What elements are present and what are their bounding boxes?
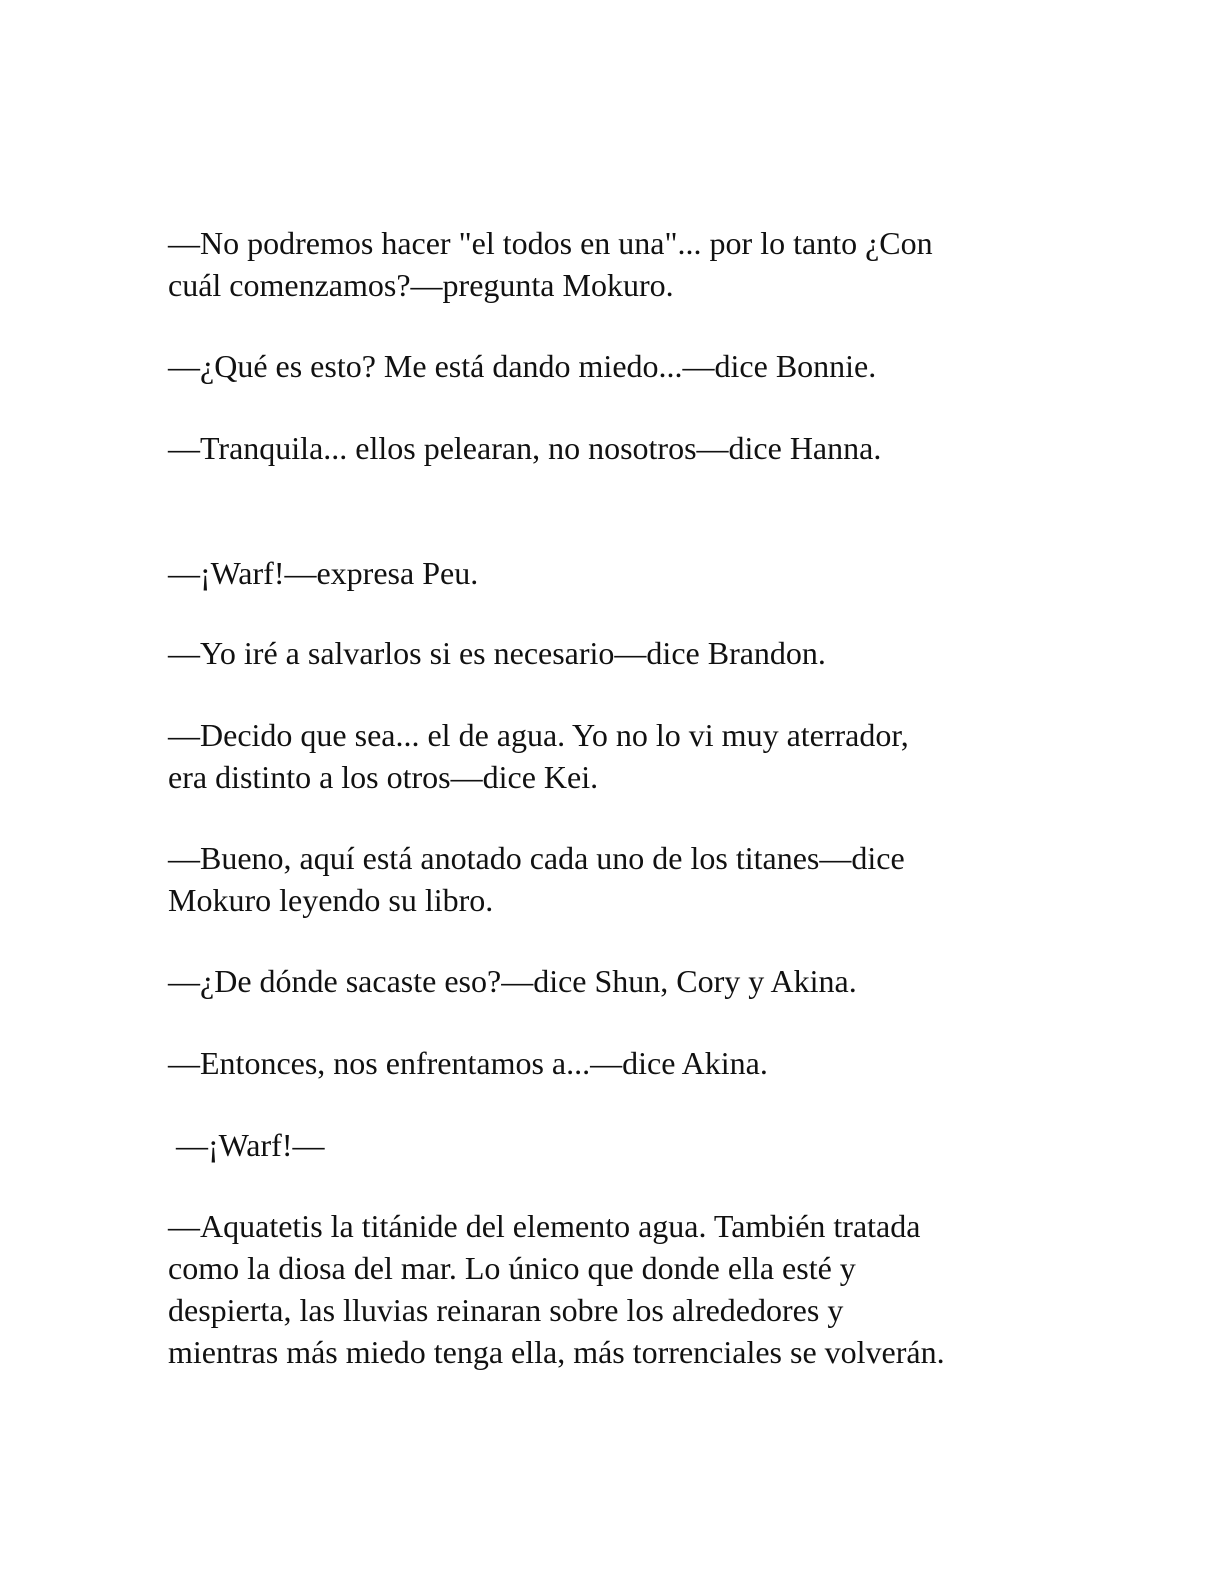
paragraph-akina	[168, 1042, 1068, 1084]
paragraph-line: —Bueno, aquí está anotado cada uno de los titanes—dice	[168, 840, 905, 876]
paragraph-line: mientras más miedo tenga ella, más torrenciales se volverán.	[168, 1334, 945, 1370]
paragraph-line: —No podremos hacer "el todos en una"... por lo tanto ¿Con	[168, 225, 933, 261]
paragraph-warf	[176, 1124, 1076, 1166]
paragraph-line: —Entonces, nos enfrentamos a...—dice Akina.	[168, 1045, 768, 1081]
paragraph-line: como la diosa del mar. Lo único que donde ella esté y	[168, 1250, 856, 1286]
paragraph-line: despierta, las lluvias reinaran sobre los alrededores y	[168, 1292, 844, 1328]
paragraph-brandon	[168, 632, 1068, 674]
paragraph-line: —¿De dónde sacaste eso?—dice Shun, Cory y Akina.	[168, 963, 857, 999]
paragraph-shun-cory-akina	[168, 960, 1068, 1002]
paragraph-line: —¡Warf!—expresa Peu.	[168, 555, 479, 591]
paragraph-bonnie	[168, 345, 1068, 387]
paragraph-line: —Yo iré a salvarlos si es necesario—dice Brandon.	[168, 635, 826, 671]
paragraph-aquatetis	[168, 1205, 1068, 1373]
paragraph-line: era distinto a los otros—dice Kei.	[168, 759, 599, 795]
paragraph-mokuro-question	[168, 222, 1068, 306]
paragraph-line: —¡Warf!—	[176, 1127, 325, 1163]
paragraph-line: cuál comenzamos?—pregunta Mokuro.	[168, 267, 674, 303]
paragraph-mokuro-book	[168, 837, 1068, 921]
paragraph-line: —Aquatetis la titánide del elemento agua. También tratada	[168, 1208, 921, 1244]
paragraph-line: Mokuro leyendo su libro.	[168, 882, 494, 918]
paragraph-line: —Decido que sea... el de agua. Yo no lo vi muy aterrador,	[168, 717, 909, 753]
paragraph-line: —¿Qué es esto? Me está dando miedo...—dice Bonnie.	[168, 348, 877, 384]
paragraph-kei	[168, 714, 1068, 798]
paragraph-hanna	[168, 427, 1068, 469]
paragraph-line: —Tranquila... ellos pelearan, no nosotros—dice Hanna.	[168, 430, 882, 466]
paragraph-peu	[168, 552, 1068, 594]
